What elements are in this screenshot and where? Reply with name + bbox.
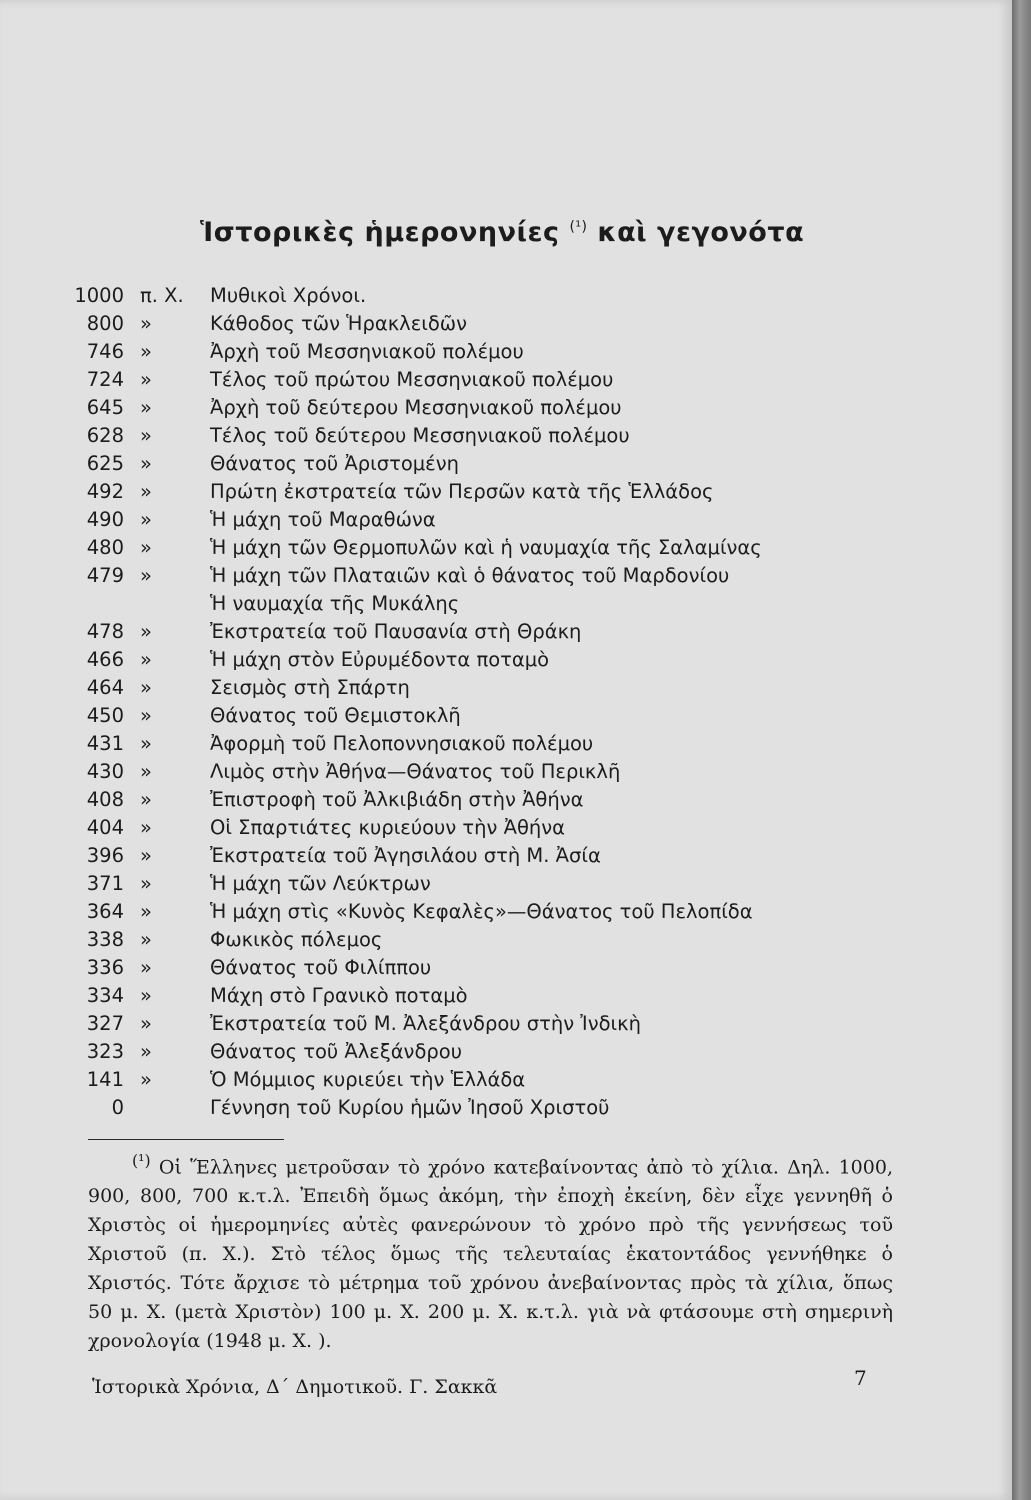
timeline-event: Θάνατος τοῦ Ἀλεξάνδρου: [210, 1040, 462, 1063]
timeline-row: [0, 422, 1000, 450]
timeline-year: 746: [86, 340, 124, 363]
timeline-event: Λιμὸς στὴν Ἀθήνα—Θάνατος τοῦ Περικλῆ: [210, 760, 621, 783]
timeline-list: [0, 282, 1000, 1122]
timeline-event: Φωκικὸς πόλεμος: [210, 928, 383, 951]
timeline-row: [0, 562, 1000, 590]
title-suffix: καὶ γεγονότα: [597, 217, 805, 248]
timeline-row: [0, 814, 1000, 842]
timeline-year: 480: [86, 536, 124, 559]
timeline-event: Ἡ μάχη στὸν Εὐρυμέδοντα ποταμὸ: [210, 648, 550, 671]
timeline-year: 645: [86, 396, 124, 419]
timeline-year: 336: [86, 956, 124, 979]
timeline-row: [0, 982, 1000, 1010]
timeline-event: Ἀρχὴ τοῦ Μεσσηνιακοῦ πολέμου: [210, 340, 524, 363]
timeline-year: 408: [86, 788, 124, 811]
page-title: [200, 217, 805, 248]
timeline-year: 0: [111, 1096, 124, 1119]
timeline-row: [0, 282, 1000, 310]
timeline-event: Ἡ μάχη στὶς «Κυνὸς Κεφαλὲς»—Θάνατος τοῦ Πελοπίδα: [210, 900, 753, 923]
timeline-era-mark: »: [140, 452, 152, 475]
timeline-era-mark: »: [140, 648, 152, 671]
timeline-event: Πρώτη ἐκστρατεία τῶν Περσῶν κατὰ τῆς Ἑλλάδος: [210, 480, 714, 503]
title-text: Ἱστορικὲς ἡμερονηνίες: [200, 217, 560, 248]
timeline-event: Ἐκστρατεία τοῦ Ἀγησιλάου στὴ Μ. Ἀσία: [210, 844, 601, 867]
timeline-year: 396: [86, 844, 124, 867]
timeline-event: Σεισμὸς στὴ Σπάρτη: [210, 676, 410, 699]
title-footnote-marker: (¹): [569, 219, 588, 235]
timeline-era-mark: π. Χ.: [140, 284, 184, 307]
timeline-row: [0, 1010, 1000, 1038]
timeline-year: 479: [86, 564, 124, 587]
timeline-row: [0, 786, 1000, 814]
timeline-row: [0, 366, 1000, 394]
timeline-row: [0, 1038, 1000, 1066]
timeline-event: Θάνατος τοῦ Φιλίππου: [210, 956, 432, 979]
timeline-row: [0, 674, 1000, 702]
timeline-era-mark: »: [140, 1040, 152, 1063]
timeline-year: 466: [86, 648, 124, 671]
timeline-year: 492: [86, 480, 124, 503]
page-number: 7: [854, 1366, 867, 1390]
timeline-event: Ἐκστρατεία τοῦ Παυσανία στὴ Θράκη: [210, 620, 582, 643]
timeline-year: 327: [86, 1012, 124, 1035]
timeline-year: 431: [86, 732, 124, 755]
timeline-year: 724: [86, 368, 124, 391]
timeline-row: [0, 310, 1000, 338]
timeline-event: Ἀρχὴ τοῦ δεύτερου Μεσσηνιακοῦ πολέμου: [210, 396, 622, 419]
timeline-event: Ἀφορμὴ τοῦ Πελοποννησιακοῦ πολέμου: [210, 732, 594, 755]
timeline-year: 478: [86, 620, 124, 643]
timeline-row: [0, 394, 1000, 422]
timeline-year: 800: [86, 312, 124, 335]
timeline-event: Ἡ μάχη τοῦ Μαραθώνα: [210, 508, 436, 531]
timeline-row: [0, 954, 1000, 982]
book-credit: Ἱστορικὰ Χρόνια, Δ΄ Δημοτικοῦ. Γ. Σακκᾶ: [92, 1376, 498, 1398]
timeline-event: Ἡ μάχη τῶν Λεύκτρων: [210, 872, 431, 895]
footnote-text: Οἱ Ἕλληνες μετροῦσαν τὸ χρόνο κατεβαίνοντας ἀπὸ τὸ χίλια. Δηλ. 1000, 900, 800, 700 κ.τ.λ. Ἐπειδὴ ὅμως ἀκόμη, τὴν ἐποχὴ ἐκείνη, δὲν εἶχε γεννηθῆ ὁ Χριστὸς οἱ ἡμερομηνίες αὐτὲς φανερώνουν τὸ χρόνο πρὸ τῆς γεννήσεως τοῦ Χριστοῦ (π. Χ.). Στὸ τέλος ὅμως τῆς τελευταίας ἑκατοντάδος γεννήθηκε ὁ Χριστός. Τότε ἄρχισε τὸ μέτρημα τοῦ χρόνου ἀνεβαίνοντας πρὸς τὰ χίλια, ὅπως 50 μ. Χ. (μετὰ Χριστὸν) 100 μ. Χ. 200 μ. Χ. κ.τ.λ. γιὰ νὰ φτάσουμε στὴ σημερινὴ χρονολογία (1948 μ. Χ. ).: [88, 1156, 893, 1353]
timeline-row: [0, 1066, 1000, 1094]
timeline-era-mark: »: [140, 676, 152, 699]
timeline-era-mark: »: [140, 816, 152, 839]
footnote-marker: (¹): [132, 1151, 151, 1170]
timeline-event: Ἐκστρατεία τοῦ Μ. Ἀλεξάνδρου στὴν Ἰνδικὴ: [210, 1012, 641, 1035]
timeline-year: 371: [86, 872, 124, 895]
timeline-year: 625: [86, 452, 124, 475]
timeline-year: 628: [86, 424, 124, 447]
timeline-row: [0, 730, 1000, 758]
page-edge: [1012, 0, 1031, 1500]
timeline-year: 430: [86, 760, 124, 783]
timeline-era-mark: »: [140, 1012, 152, 1035]
timeline-event: Ἡ ναυμαχία τῆς Μυκάλης: [210, 592, 460, 615]
timeline-event: Θάνατος τοῦ Θεμιστοκλῆ: [210, 704, 461, 727]
timeline-event: Γέννηση τοῦ Κυρίου ἡμῶν Ἰησοῦ Χριστοῦ: [210, 1096, 610, 1119]
timeline-era-mark: »: [140, 536, 152, 559]
timeline-era-mark: »: [140, 424, 152, 447]
timeline-event: Θάνατος τοῦ Ἀριστομένη: [210, 452, 459, 475]
timeline-event: Τέλος τοῦ δεύτερου Μεσσηνιακοῦ πολέμου: [210, 424, 630, 447]
timeline-era-mark: »: [140, 368, 152, 391]
timeline-era-mark: »: [140, 508, 152, 531]
timeline-year: 450: [86, 704, 124, 727]
timeline-year: 364: [86, 900, 124, 923]
timeline-year: 141: [86, 1068, 124, 1091]
timeline-era-mark: »: [140, 956, 152, 979]
timeline-event: Ἡ μάχη τῶν Θερμοπυλῶν καὶ ἡ ναυμαχία τῆς Σαλαμίνας: [210, 536, 762, 559]
timeline-era-mark: »: [140, 760, 152, 783]
timeline-year: 338: [86, 928, 124, 951]
timeline-era-mark: »: [140, 732, 152, 755]
timeline-era-mark: »: [140, 620, 152, 643]
timeline-era-mark: »: [140, 340, 152, 363]
timeline-event: Ἐπιστροφὴ τοῦ Ἀλκιβιάδη στὴν Ἀθήνα: [210, 788, 584, 811]
timeline-event: Ἡ μάχη τῶν Πλαταιῶν καὶ ὁ θάνατος τοῦ Μαρδονίου: [210, 564, 730, 587]
timeline-era-mark: »: [140, 984, 152, 1007]
timeline-row: [0, 338, 1000, 366]
timeline-year: 1000: [74, 284, 124, 307]
timeline-row: [0, 842, 1000, 870]
footnote: [88, 1146, 893, 1356]
timeline-event: Κάθοδος τῶν Ἡρακλειδῶν: [210, 312, 468, 335]
timeline-era-mark: »: [140, 872, 152, 895]
timeline-era-mark: »: [140, 564, 152, 587]
timeline-row: [0, 506, 1000, 534]
timeline-year: 404: [86, 816, 124, 839]
timeline-year: 464: [86, 676, 124, 699]
timeline-era-mark: »: [140, 928, 152, 951]
timeline-row: [0, 478, 1000, 506]
timeline-row: [0, 450, 1000, 478]
timeline-era-mark: »: [140, 788, 152, 811]
timeline-row: [0, 926, 1000, 954]
timeline-row: [0, 870, 1000, 898]
timeline-row: [0, 534, 1000, 562]
timeline-era-mark: »: [140, 844, 152, 867]
timeline-era-mark: »: [140, 396, 152, 419]
timeline-year: 334: [86, 984, 124, 1007]
timeline-row: [0, 590, 1000, 618]
timeline-event: Μυθικοὶ Χρόνοι.: [210, 284, 367, 307]
timeline-event: Τέλος τοῦ πρώτου Μεσσηνιακοῦ πολέμου: [210, 368, 614, 391]
timeline-era-mark: »: [140, 1068, 152, 1091]
timeline-era-mark: »: [140, 312, 152, 335]
timeline-era-mark: »: [140, 900, 152, 923]
timeline-year: 323: [86, 1040, 124, 1063]
timeline-row: [0, 702, 1000, 730]
timeline-row: [0, 898, 1000, 926]
timeline-year: 490: [86, 508, 124, 531]
timeline-era-mark: »: [140, 480, 152, 503]
timeline-row: [0, 618, 1000, 646]
timeline-event: Μάχη στὸ Γρανικὸ ποταμὸ: [210, 984, 468, 1007]
timeline-row: [0, 758, 1000, 786]
timeline-era-mark: »: [140, 704, 152, 727]
timeline-row: [0, 1094, 1000, 1122]
timeline-row: [0, 646, 1000, 674]
timeline-event: Οἱ Σπαρτιάτες κυριεύουν τὴν Ἀθήνα: [210, 816, 565, 839]
timeline-event: Ὁ Μόμμιος κυριεύει τὴν Ἑλλάδα: [210, 1068, 526, 1091]
footnote-divider: [88, 1139, 284, 1140]
